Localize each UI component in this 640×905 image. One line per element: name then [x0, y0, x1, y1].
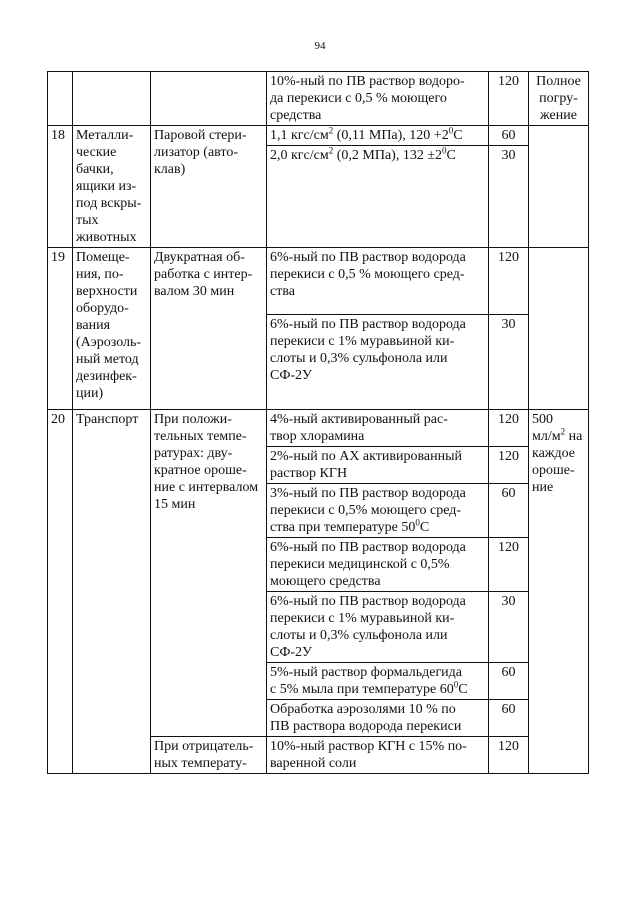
time-cell: 120 — [489, 737, 529, 774]
mode-cell: При отрицатель- ных температу- — [151, 737, 267, 774]
time-cell: 60 — [489, 700, 529, 737]
time-cell: 30 — [489, 315, 529, 410]
disinfection-table — [47, 71, 589, 774]
page-number: 94 — [314, 40, 326, 52]
row-number-cell: 18 — [48, 126, 73, 248]
agent-cell: 6%-ный по ПВ раствор водорода перекиси с 1% муравьиной ки- слоты и 0,3% сульфонола или СФ-2У — [267, 315, 489, 410]
agent-cell: 1,1 кгс/$см^2$ (0,11 МПа), $120 +2^0С$ — [267, 126, 489, 146]
agent-cell: Обработка аэрозолями 10 % по ПВ раствора водорода перекиси — [267, 700, 489, 737]
table-row — [48, 126, 589, 146]
agent-cell: 6%-ный по ПВ раствор водорода перекиси медицинской с 0,5% моющего средства — [267, 538, 489, 592]
table-row — [48, 248, 589, 315]
mode-cell — [151, 72, 267, 126]
time-cell: 120 — [489, 410, 529, 447]
time-cell: 60 — [489, 663, 529, 700]
method-cell: 500 $мл/м^2$ на каждое ороше- ние — [529, 410, 589, 774]
method-cell: Полное погру- жение — [529, 72, 589, 126]
table-row — [48, 410, 589, 447]
row-number-cell: 19 — [48, 248, 73, 410]
time-cell: 60 — [489, 126, 529, 146]
object-cell: Транспорт — [73, 410, 151, 774]
agent-cell: 6%-ный по ПВ раствор водорода перекиси с 1% муравьиной ки- слоты и 0,3% сульфонола или СФ-2У — [267, 592, 489, 663]
time-cell: 30 — [489, 146, 529, 248]
mode-cell: Паровой стери- лизатор (авто- клав) — [151, 126, 267, 248]
agent-cell: 6%-ный по ПВ раствор водорода перекиси с 0,5 % моющего сред- ства — [267, 248, 489, 315]
method-cell — [529, 248, 589, 410]
agent-cell: 10%-ный по ПВ раствор водоро- да перекиси с 0,5 % моющего средства — [267, 72, 489, 126]
time-cell: 120 — [489, 447, 529, 484]
time-cell: 120 — [489, 538, 529, 592]
object-cell: Помеще- ния, по- верхности оборудо- вания (Аэрозоль- ный метод дезинфек- ции) — [73, 248, 151, 410]
agent-cell: 10%-ный раствор КГН с 15% по- варенной соли — [267, 737, 489, 774]
table-row — [48, 72, 589, 126]
time-cell: 60 — [489, 484, 529, 538]
agent-cell: 4%-ный активированный рас- твор хлорамина — [267, 410, 489, 447]
object-cell: Металли- ческие бачки, ящики из- под вскры- тых животных — [73, 126, 151, 248]
agent-cell: 2,0 кгс/$см^2$ (0,2 МПа), $132 \pm 2^0С$ — [267, 146, 489, 248]
time-cell: 120 — [489, 248, 529, 315]
method-cell — [529, 126, 589, 248]
agent-cell: 2%-ный по АХ активированный раствор КГН — [267, 447, 489, 484]
row-number-cell: 20 — [48, 410, 73, 774]
mode-cell: Двукратная об- работка с интер- валом 30 мин — [151, 248, 267, 410]
time-cell: 120 — [489, 72, 529, 126]
row-number-cell — [48, 72, 73, 126]
agent-cell: 5%-ный раствор формальдегида с 5% мыла при температуре $60^0С$ — [267, 663, 489, 700]
object-cell — [73, 72, 151, 126]
agent-cell: 3%-ный по ПВ раствор водорода перекиси с 0,5% моющего сред- ства при температуре $50^0С$ — [267, 484, 489, 538]
mode-cell: При положи- тельных темпе- ратурах: дву- кратное ороше- ние с интервалом 15 мин — [151, 410, 267, 737]
time-cell: 30 — [489, 592, 529, 663]
